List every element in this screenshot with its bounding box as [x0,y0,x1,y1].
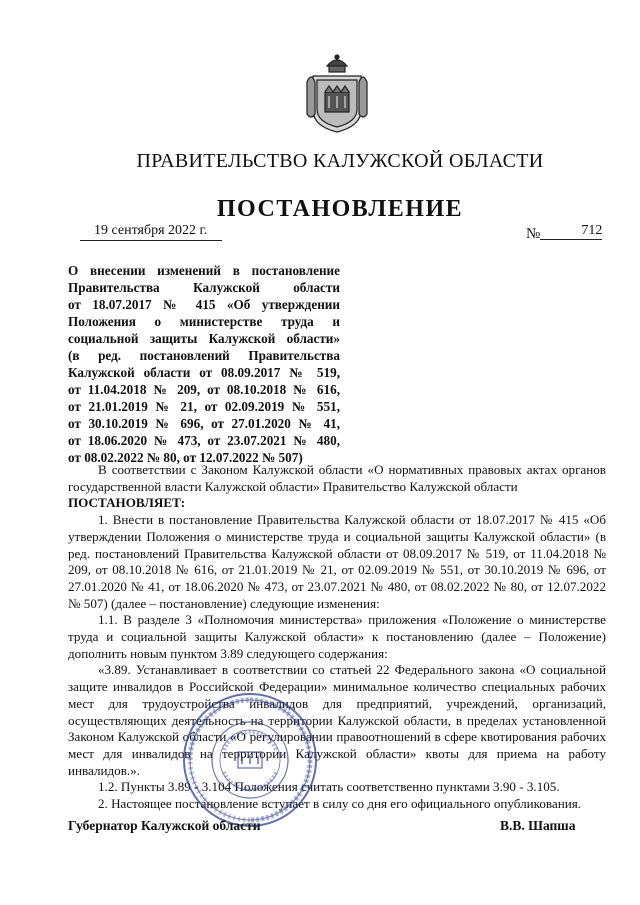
paragraph-1-1: 1.1. В разделе 3 «Полномочия министерства» приложения «Положение о министерстве труда и социальной защиты Калужской области» к постановлению (далее – Положение) дополнить новым пунктом 3.89 следующего содержания: [68,612,606,661]
coat-of-arms-emblem [305,52,369,134]
subject-line: О внесении изменений в постановление [68,263,340,278]
subject-line: от 21.01.2019 № 21, от 02.09.2019 № 551, [68,399,340,414]
government-title: ПРАВИТЕЛЬСТВО КАЛУЖСКОЙ ОБЛАСТИ [136,150,544,172]
subject-line: Калужской области от 08.09.2017 № 519, [68,365,340,380]
subject-line: (в ред. постановлений Правительства [68,348,340,363]
signatory-position: Губернатор Калужской области [68,818,261,833]
signatory-name: В.В. Шапша [500,818,576,833]
number-value: 712 [540,223,602,240]
intro-paragraph: В соответствии с Законом Калужской области «О нормативных правовых актах органов государственной власти Калужской области» Правительство Калужской области [68,462,606,494]
subject-line: от 30.10.2019 № 696, от 27.01.2020 № 41, [68,416,340,431]
official-seal-stamp [180,690,320,830]
paragraph-2: 2. Настоящее постановление вступает в силу со дня его официального опубликования. [98,796,582,812]
subject-line: от 18.06.2020 № 473, от 23.07.2021 № 480, [68,433,340,448]
subject-line: от 11.04.2018 № 209, от 08.10.2018 № 616, [68,382,340,397]
document-subject [68,262,340,466]
decree-word: ПОСТАНОВЛЯЕТ: [68,495,186,511]
quoted-clause-3-89: «3.89. Устанавливает в соответствии со статьей 22 Федерального закона «О социальной защите инвалидов в Российской Федерации» минимальное количество специальных рабочих мест для трудоустройства инвалидов для предприятий, учреждений, организаций, осуществляющих деятельность на территории Калужской области, в пределах установленной Законом Калужской области «О регулировании правоотношений в сфере квотирования рабочих мест для инвалидов на территории Калужской области» квоты для приема на работу инвалидов.». [68,662,606,778]
subject-line: Положения о министерстве труда и [68,314,340,329]
paragraph-1: 1. Внести в постановление Правительства Калужской области от 18.07.2017 № 415 «Об утверждении Положения о министерстве труда и социальной защиты Калужской области» (в ред. постановлений Правительства Калужской области от 08.09.2017 № 519, от 11.04.2018 № 209, от 08.10.2018 № 616, от 21.01.2019 № 21, от 02.09.2019 № 551, от 30.10.2019 № 696, от 27.01.2020 № 41, от 18.06.2020 № 473, от 23.07.2021 № 480, от 08.02.2022 № 80, от 12.07.2022 № 507) (далее – постановление) следующие изменения: [68,512,606,611]
document-type-heading: ПОСТАНОВЛЕНИЕ [216,196,464,222]
document-date: 19 сентября 2022 г. [80,222,222,241]
subject-line: социальной защиты Калужской области» [68,331,340,346]
document-number [526,223,603,244]
paragraph-1-2: 1.2. Пункты 3.89 - 3.104 Положения считать соответственно пунктами 3.90 - 3.105. [98,779,560,795]
subject-line: от 18.07.2017 № 415 «Об утверждении [68,297,340,312]
subject-line: от 08.02.2022 № 80, от 12.07.2022 № 507) [68,450,303,465]
document-body [68,462,606,813]
subject-line: Правительства Калужской области [68,280,340,295]
number-label: № [526,226,541,242]
